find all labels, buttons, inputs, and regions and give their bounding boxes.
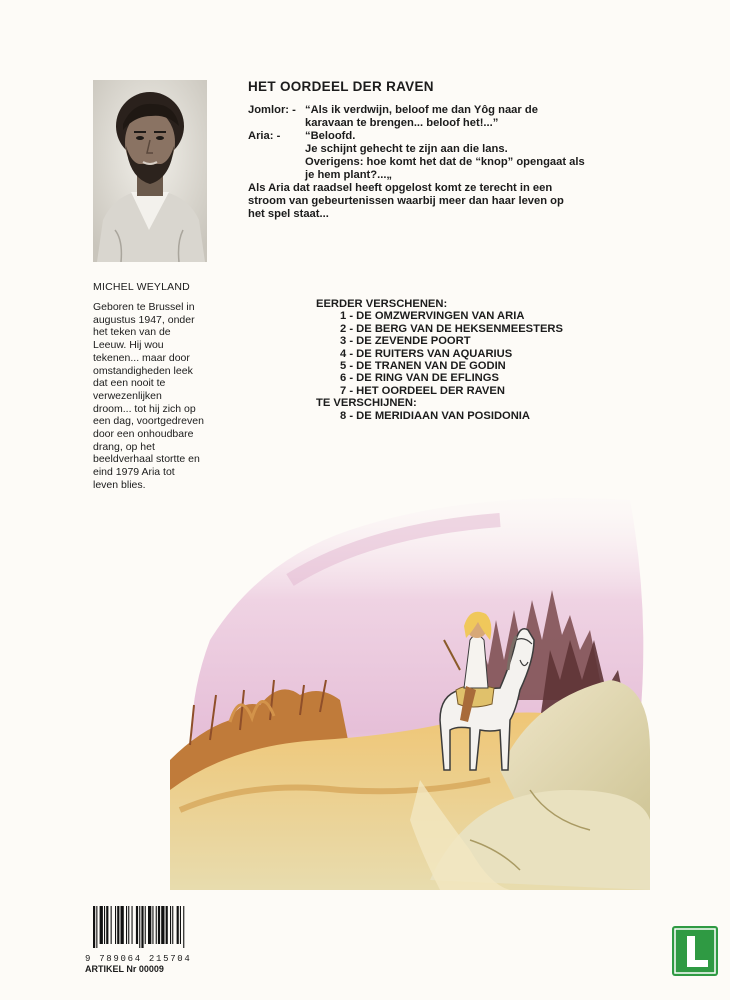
barcode-bar — [96, 906, 97, 948]
bio-line: tekenen... maar door — [93, 351, 190, 364]
bio-line: beeldverhaal stortte en — [93, 453, 200, 466]
barcode-bar — [148, 906, 151, 944]
barcode-bar — [145, 906, 146, 944]
barcode-bar — [93, 906, 95, 948]
series-item: 6 - DE RING VAN DE EFLINGS — [340, 372, 499, 385]
series-item: 4 - DE RUITERS VAN AQUARIUS — [340, 347, 513, 360]
barcode-block — [85, 906, 205, 974]
bio-line: Geboren te Brussel in — [93, 301, 195, 313]
speech-line: je hem plant?...„ — [305, 169, 393, 181]
series-item: 3 - DE ZEVENDE POORT — [340, 335, 471, 348]
upcoming-heading: TE VERSCHIJNEN: — [316, 397, 417, 410]
author-name: MICHEL WEYLAND — [93, 281, 190, 293]
publisher-logo — [672, 926, 718, 976]
barcode-bar — [128, 906, 129, 944]
barcode-bar — [126, 906, 127, 944]
speaker-label: Aria: - — [248, 130, 281, 142]
barcode-bar — [106, 906, 108, 944]
speech-line: “Als ik verdwijn, beloof me dan Yôg naar de — [305, 104, 538, 116]
series-item: 5 - DE TRANEN VAN DE GODIN — [340, 360, 506, 373]
bio-line: Leeuw. Hij wou — [93, 339, 164, 352]
barcode-bar — [152, 906, 153, 944]
speech-line: Overigens: hoe komt het dat de “knop” opengaat als — [305, 156, 585, 168]
barcode-bar — [132, 906, 133, 944]
speech-line: Je schijnt gehecht te zijn aan die lans. — [305, 143, 508, 155]
barcode-bar — [136, 906, 138, 944]
speech-line: karavaan te brengen... beloof het!...” — [305, 117, 499, 129]
barcode-bar — [141, 906, 143, 948]
summary — [248, 182, 628, 221]
barcode-bar — [111, 906, 112, 944]
barcode-bar — [158, 906, 160, 944]
bio-line: verwezenlijken — [93, 389, 162, 402]
summary-line: Als Aria dat raadsel heeft opgelost komt ze terecht in een — [248, 182, 553, 194]
barcode-bar — [100, 906, 103, 944]
barcode-bar — [139, 906, 140, 948]
barcode-bar — [177, 906, 179, 944]
series-item: 8 - DE MERIDIAAN VAN POSIDONIA — [340, 409, 530, 422]
bio-line: door een onhoudbare — [93, 428, 194, 441]
bio-line: een dag, voortgedreven — [93, 415, 204, 428]
bio-line: droom... tot hij zich op — [93, 402, 196, 415]
barcode-bar — [166, 906, 168, 944]
speech-text — [305, 104, 628, 130]
author-photo — [93, 80, 207, 262]
bio-line: drang, op het — [93, 440, 155, 453]
barcode-bar — [183, 906, 184, 948]
back-cover-blurb — [248, 104, 628, 221]
barcode-icon — [85, 906, 205, 948]
barcode-bar — [104, 906, 105, 944]
dialogue-jomlor — [248, 104, 628, 130]
bio-line: augustus 1947, onder — [93, 313, 195, 326]
summary-line: stroom van gebeurtenissen waarbij meer dan haar leven op — [248, 195, 564, 207]
barcode-bar — [156, 906, 157, 944]
series-item: 7 - HET OORDEEL DER RAVEN — [340, 384, 505, 397]
article-number: ARTIKEL Nr 00009 — [85, 964, 164, 974]
bio-line: leven blies. — [93, 478, 146, 491]
bio-line: omstandigheden leek — [93, 364, 193, 377]
series-item: 1 - DE OMZWERVINGEN VAN ARIA — [340, 310, 525, 323]
bio-line: eind 1979 Aria tot — [93, 466, 175, 479]
barcode-bar — [172, 906, 173, 944]
summary-line: het spel staat... — [248, 208, 329, 220]
bio-line: dat een nooit te — [93, 377, 166, 390]
series-list — [316, 298, 563, 422]
barcode-bar — [180, 906, 181, 944]
barcode-bar — [161, 906, 164, 944]
author-bio — [93, 301, 213, 492]
series-item: 2 - DE BERG VAN DE HEKSENMEESTERS — [340, 322, 563, 335]
bio-line: het teken van de — [93, 326, 171, 339]
barcode-number: 9 789064 215704 — [85, 954, 192, 964]
speech-line: “Beloofd. — [305, 130, 356, 142]
speech-text — [305, 130, 628, 182]
dialogue-aria — [248, 130, 628, 182]
barcode-bar — [121, 906, 124, 944]
cover-illustration — [170, 490, 650, 890]
barcode-bar — [117, 906, 119, 944]
book-title: HET OORDEEL DER RAVEN — [248, 79, 434, 94]
speaker-label: Jomlor: - — [248, 104, 296, 116]
barcode-bar — [170, 906, 171, 944]
published-heading: EERDER VERSCHENEN: — [316, 298, 448, 310]
barcode-bar — [115, 906, 116, 944]
